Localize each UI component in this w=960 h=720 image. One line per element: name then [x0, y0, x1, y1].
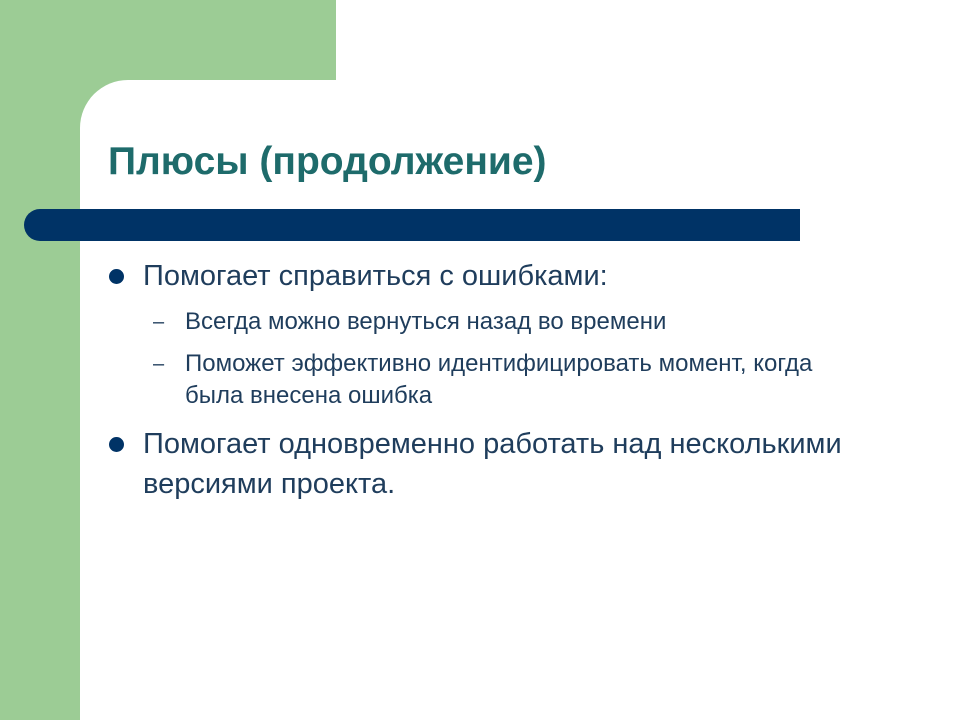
- bullet-text: Помогает справиться с ошибками:: [143, 260, 608, 292]
- bullet-dot-icon: [109, 269, 124, 284]
- sub-bullet-item: [143, 306, 868, 338]
- sub-bullet-list: [143, 306, 868, 412]
- dash-marker-icon: –: [153, 353, 165, 375]
- sub-bullet-text: Всегда можно вернуться назад во времени: [185, 308, 667, 335]
- sub-bullet-text: Поможет эффективно идентифицировать момент, когда была внесена ошибка: [185, 350, 813, 409]
- bullet-item: [108, 424, 868, 504]
- bullet-item: [108, 256, 868, 412]
- sub-bullet-item: [143, 348, 868, 412]
- bullet-list: [108, 256, 868, 504]
- dash-marker-icon: –: [153, 311, 165, 333]
- bullet-text: Помогает одновременно работать над несколькими версиями проекта.: [143, 428, 842, 500]
- title-underline-bar: [24, 209, 800, 241]
- bullet-dot-icon: [109, 437, 124, 452]
- slide-title: Плюсы (продолжение): [108, 140, 547, 183]
